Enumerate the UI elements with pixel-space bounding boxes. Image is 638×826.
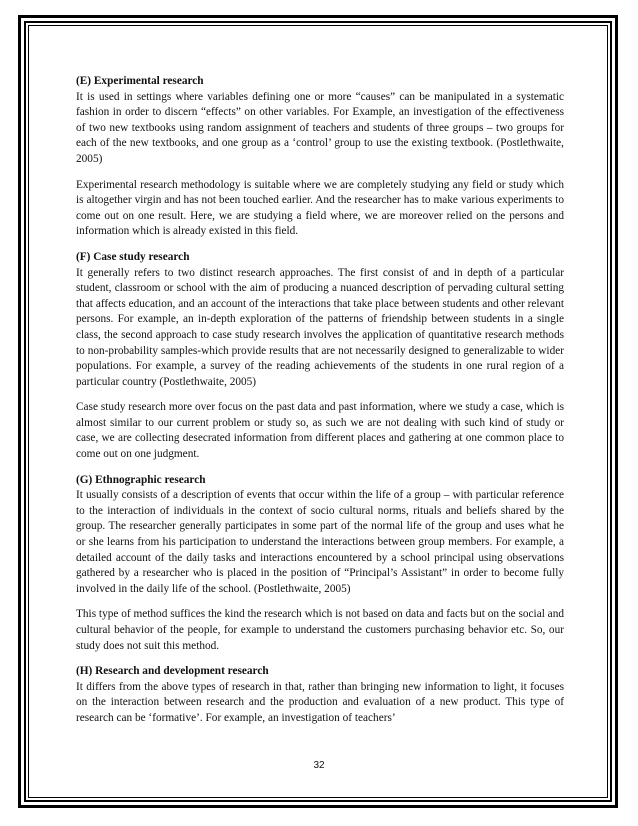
section-research-and-development bbox=[76, 664, 564, 726]
section-case-study-research bbox=[76, 250, 564, 463]
section-heading: (G) Ethnographic research bbox=[76, 473, 206, 486]
paragraph: It generally refers to two distinct research approaches. The first consist of and in depth of a particular student, classroom or school with the aim of producing a nuanced description of pervading cultural setting that affects education, and an account of the interactions that take place between students and other relevant persons. For example, an in-depth exploration of the patterns of friendship between students in a single class, the second approach to case study research involves the application of quantitative research methods to non-probability samples-which provide results that are not necessarily designed to generalizable to wider populations. For example, a survey of the reading achievements of the students in one rural region of a particular country (Postlethwaite, 2005) bbox=[76, 266, 564, 388]
paragraph: Experimental research methodology is suitable where we are completely studying any field or study which is altogether virgin and has not been touched earlier. And the researcher has to make various experiments to come out on one result. Here, we are studying a field where, we are moreover relied on the persons and information which is already existed in this field. bbox=[76, 178, 564, 238]
section-heading: (H) Research and development research bbox=[76, 665, 269, 678]
section-heading: (F) Case study research bbox=[76, 250, 190, 263]
section-heading: (E) Experimental research bbox=[76, 75, 204, 87]
section-experimental-research bbox=[76, 74, 564, 240]
document-body bbox=[76, 74, 564, 737]
page-number: 32 bbox=[313, 760, 325, 771]
paragraph: It usually consists of a description of events that occur within the life of a group – with particular reference to the interaction of individuals in the context of socio cultural norms, rituals and beliefs shared by the group. The researcher generally participates in some part of the normal life of the group and uses what he or she learns from his participation to understand the interactions between group members. For example, a detailed account of the daily tasks and interactions encountered by a school principal using observations gathered by a researcher who is placed in the position of “Principal’s Assistant” in order to become fully involved in the daily life of the school. (Postlethwaite, 2005) bbox=[76, 489, 564, 595]
paragraph: It is used in settings where variables defining one or more “causes” can be manipulated in a systematic fashion in order to discern “effects” on other variables. For Example, an investigation of the effectiveness of two new textbooks using random assignment of teachers and students of three groups – two groups for each of the new textbooks, and one group as a ‘control’ group to use the existing textbook. (Postlethwaite, 2005) bbox=[76, 90, 564, 165]
section-ethnographic-research bbox=[76, 473, 564, 655]
paragraph: Case study research more over focus on the past data and past information, where we study a case, which is almost similar to our current problem or study so, as such we are not dealing with such kind of study or case, we are collecting desecrated information from different places and gathering at one common place to come out on one judgment. bbox=[76, 401, 564, 461]
paragraph: This type of method suffices the kind the research which is not based on data and facts but on the social and cultural behavior of the people, for example to understand the customers purchasing behavior etc. So, our study does not suit this method. bbox=[76, 608, 564, 652]
paragraph: It differs from the above types of research in that, rather than bringing new information to light, it focuses on the interaction between research and the production and evaluation of a new product. This type of research can be ‘formative’. For example, an investigation of teachers’ bbox=[76, 680, 564, 724]
